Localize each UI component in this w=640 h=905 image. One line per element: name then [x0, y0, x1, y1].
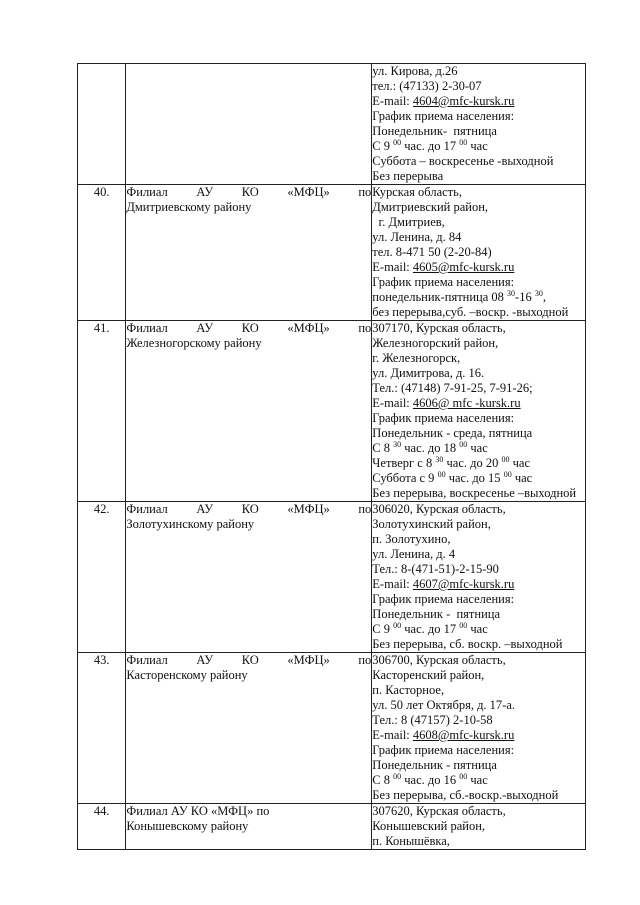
table-row	[78, 653, 586, 804]
contact-line: ул. Ленина, д. 84	[372, 230, 462, 244]
branch-name	[126, 321, 372, 502]
contact-line: Курская область,	[372, 185, 462, 199]
table-row	[78, 804, 586, 850]
contact-line: 307170, Курская область,	[372, 321, 506, 335]
table-body	[78, 64, 586, 850]
contact-line: E-mail: 4605@mfc-kursk.ru	[372, 260, 515, 274]
contact-line: Суббота – воскресенье -выходной	[372, 154, 554, 168]
contact-line: E-mail: 4606@ mfc -kursk.ru	[372, 396, 521, 410]
contact-line: Без перерыва, сб.-воскр.-выходной	[372, 788, 559, 802]
contact-line: без перерыва,суб. –воскр. -выходной	[372, 305, 569, 319]
mfc-branches-table	[77, 63, 586, 850]
contact-line: г. Железногорск,	[372, 351, 461, 365]
contact-line: Тел.: 8 (47157) 2-10-58	[372, 713, 493, 727]
table-row	[78, 64, 586, 185]
branch-name-line: Филиал АУ КО «МФЦ» по	[126, 653, 372, 667]
contact-line: С 8 $^{30}$ час. до 18 $^{00}$ час	[372, 440, 488, 455]
time-minutes: 00	[459, 138, 468, 147]
contact-line: С 8 $^{00}$ час. до 16 $^{00}$ час	[372, 772, 488, 787]
contact-line: п. Конышёвка,	[372, 834, 450, 848]
branch-contacts	[372, 185, 586, 321]
branch-name-line: Филиал АУ КО «МФЦ» по	[126, 185, 372, 199]
contact-line: Без перерыва	[372, 169, 444, 183]
time-minutes: 00	[459, 621, 468, 630]
contact-line: Касторенский район,	[372, 668, 485, 682]
contact-line: г. Дмитриев,	[372, 215, 445, 229]
table-row	[78, 502, 586, 653]
contact-line: С 9 $^{00}$ час. до 17 $^{00}$ час	[372, 138, 488, 153]
time-minutes: 00	[459, 440, 468, 449]
time-minutes: 00	[393, 621, 402, 630]
time-minutes: 30	[435, 455, 444, 464]
time-minutes: 30	[534, 289, 543, 298]
contact-line: ул. 50 лет Октября, д. 17-а.	[372, 698, 516, 712]
contact-line: ул. Кирова, д.26	[372, 64, 458, 78]
contact-line: п. Касторное,	[372, 683, 445, 697]
branch-name-line: Дмитриевскому району	[126, 200, 252, 214]
contact-line: п. Золотухино,	[372, 532, 451, 546]
row-number: 40.	[78, 185, 126, 321]
contact-line: E-mail: 4607@mfc-kursk.ru	[372, 577, 515, 591]
branch-contacts	[372, 64, 586, 185]
branch-name-line: Филиал АУ КО «МФЦ» по	[126, 321, 372, 335]
contact-line: 306700, Курская область,	[372, 653, 506, 667]
time-minutes: 00	[437, 470, 446, 479]
email-link[interactable]: 4605@mfc-kursk.ru	[412, 260, 515, 274]
contact-line: Суббота с 9 $^{00}$ час. до 15 $^{00}$ час	[372, 470, 533, 485]
contact-line: Конышевский район,	[372, 819, 486, 833]
time-minutes: 00	[393, 138, 402, 147]
contact-line: Тел.: 8-(471-51)-2-15-90	[372, 562, 499, 576]
table-row	[78, 185, 586, 321]
contact-line: Золотухинский район,	[372, 517, 491, 531]
email-link[interactable]: 4608@mfc-kursk.ru	[412, 728, 515, 742]
contact-line: Дмитриевский район,	[372, 200, 489, 214]
branch-name	[126, 502, 372, 653]
contact-line: Без перерыва, воскресенье –выходной	[372, 486, 577, 500]
time-minutes: 00	[501, 455, 510, 464]
email-link[interactable]: 4606@ mfc -kursk.ru	[412, 396, 521, 410]
time-minutes: 00	[503, 470, 512, 479]
contact-line: График приема населения:	[372, 411, 515, 425]
contact-line: Понедельник - пятница	[372, 758, 497, 772]
time-minutes: 30	[507, 289, 516, 298]
contact-line: График приема населения:	[372, 592, 515, 606]
contact-line: понедельник-пятница 08 $^{30}$-16 $^{30}$,	[372, 289, 546, 304]
time-minutes: 00	[459, 772, 468, 781]
contact-line: E-mail: 4608@mfc-kursk.ru	[372, 728, 515, 742]
contact-line: Понедельник - пятница	[372, 607, 501, 621]
contact-line: График приема населения:	[372, 743, 515, 757]
contact-line: Без перерыва, сб. воскр. –выходной	[372, 637, 563, 651]
branch-name	[126, 653, 372, 804]
branch-contacts	[372, 653, 586, 804]
email-link[interactable]: 4607@mfc-kursk.ru	[412, 577, 515, 591]
branch-name-line: Филиал АУ КО «МФЦ» по	[126, 502, 372, 516]
row-number	[78, 64, 126, 185]
contact-line: ул. Димитрова, д. 16.	[372, 366, 485, 380]
contact-line: ул. Ленина, д. 4	[372, 547, 456, 561]
contact-line: Понедельник- пятница	[372, 124, 497, 138]
branch-name-line: Золотухинскому району	[126, 517, 255, 531]
row-number: 44.	[78, 804, 126, 850]
contact-line: С 9 $^{00}$ час. до 17 $^{00}$ час	[372, 621, 488, 636]
contact-line: 306020, Курская область,	[372, 502, 506, 516]
branch-name-line: Касторенскому району	[126, 668, 248, 682]
branch-contacts	[372, 321, 586, 502]
contact-line: тел. 8-471 50 (2-20-84)	[372, 245, 492, 259]
contact-line: 307620, Курская область,	[372, 804, 506, 818]
branch-name-line: Филиал АУ КО «МФЦ» по	[126, 804, 270, 818]
contact-line: E-mail: 4604@mfc-kursk.ru	[372, 94, 515, 108]
time-minutes: 30	[393, 440, 402, 449]
row-number: 41.	[78, 321, 126, 502]
branch-name	[126, 804, 372, 850]
contact-line: График приема населения:	[372, 109, 515, 123]
table-row	[78, 321, 586, 502]
contact-line: Тел.: (47148) 7-91-25, 7-91-26;	[372, 381, 533, 395]
contact-line: Железногорский район,	[372, 336, 499, 350]
branch-name-line: Конышевскому району	[126, 819, 249, 833]
branch-contacts	[372, 502, 586, 653]
contact-line: тел.: (47133) 2-30-07	[372, 79, 482, 93]
contact-line: График приема населения:	[372, 275, 515, 289]
time-minutes: 00	[393, 772, 402, 781]
branch-contacts	[372, 804, 586, 850]
row-number: 42.	[78, 502, 126, 653]
branch-name-line: Железногорскому району	[126, 336, 262, 350]
row-number: 43.	[78, 653, 126, 804]
email-link[interactable]: 4604@mfc-kursk.ru	[412, 94, 515, 108]
branch-name	[126, 185, 372, 321]
contact-line: Понедельник - среда, пятница	[372, 426, 533, 440]
contact-line: Четверг с 8 $^{30}$ час. до 20 $^{00}$ час	[372, 455, 530, 470]
branch-name	[126, 64, 372, 185]
